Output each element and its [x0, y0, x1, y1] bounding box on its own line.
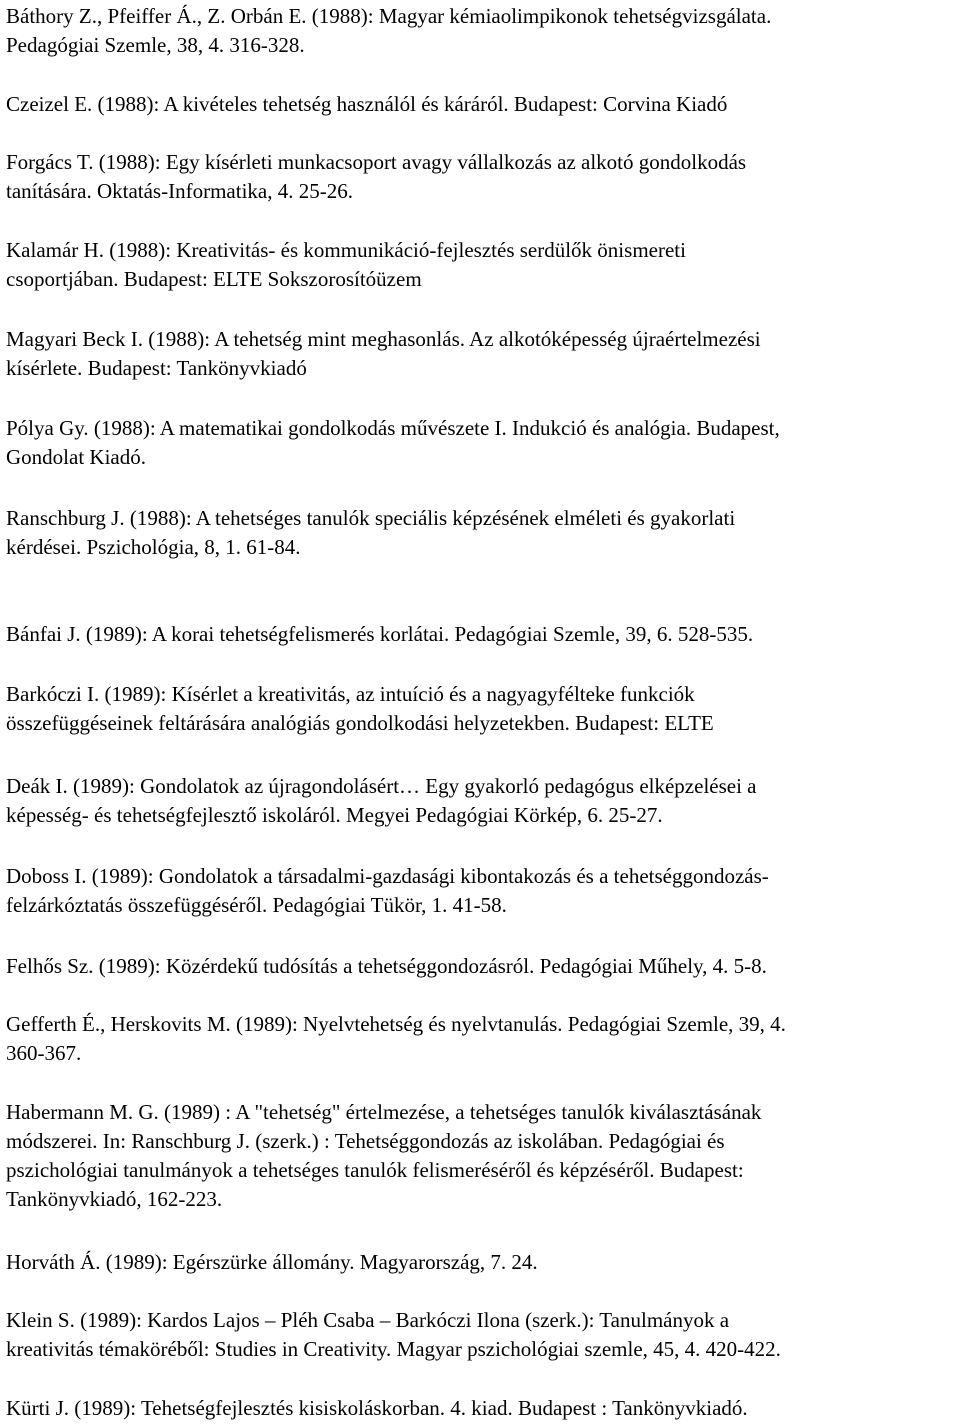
reference-line: Horváth Á. (1989): Egérszürke állomány. Magyarország, 7. 24. — [6, 1250, 538, 1274]
reference-line: Czeizel E. (1988): A kivételes tehetség használól és káráról. Budapest: Corvina Kiadó — [6, 92, 728, 116]
reference-entry — [6, 90, 727, 119]
reference-line: Habermann M. G. (1989) : A "tehetség" értelmezése, a tehetséges tanulók kiválasztásának — [6, 1100, 762, 1124]
reference-line: Felhős Sz. (1989): Közérdekű tudósítás a tehetséggondozásról. Pedagógiai Műhely, 4. 5-8. — [6, 954, 767, 978]
reference-line: Tankönyvkiadó, 162-223. — [6, 1187, 223, 1211]
reference-line: kreativitás témaköréből: Studies in Creativity. Magyar pszichológiai szemle, 45, 4. 420-422. — [6, 1337, 781, 1361]
reference-line: Bánfai J. (1989): A korai tehetségfelismerés korlátai. Pedagógiai Szemle, 39, 6. 528-535. — [6, 622, 754, 646]
reference-entry — [6, 952, 767, 981]
reference-line: Gefferth É., Herskovits M. (1989): Nyelvtehetség és nyelvtanulás. Pedagógiai Szemle, 39, 4. — [6, 1012, 786, 1036]
reference-line: Gondolat Kiadó. — [6, 445, 146, 469]
reference-entry — [6, 1010, 786, 1068]
reference-entry — [6, 148, 746, 206]
reference-entry — [6, 325, 761, 383]
reference-entry — [6, 1394, 748, 1423]
reference-line: Deák I. (1989): Gondolatok az újragondolásért… Egy gyakorló pedagógus elképzelései a — [6, 774, 757, 798]
reference-entry — [6, 862, 769, 920]
reference-line: összefüggéseinek feltárására analógiás gondolkodási helyzetekben. Budapest: ELTE — [6, 711, 714, 735]
reference-line: csoportjában. Budapest: ELTE Sokszorosítóüzem — [6, 267, 422, 291]
reference-line: Doboss I. (1989): Gondolatok a társadalmi-gazdasági kibontakozás és a tehetséggondozás- — [6, 864, 769, 888]
reference-line: Báthory Z., Pfeiffer Á., Z. Orbán E. (1988): Magyar kémiaolimpikonok tehetségvizsgálata. — [6, 4, 772, 28]
reference-entry — [6, 620, 753, 649]
reference-line: Ranschburg J. (1988): A tehetséges tanulók speciális képzésének elméleti és gyakorlati — [6, 506, 736, 530]
reference-line: felzárkóztatás összefüggéséről. Pedagógiai Tükör, 1. 41-58. — [6, 893, 507, 917]
reference-entry — [6, 414, 780, 472]
reference-line: kérdései. Pszichológia, 8, 1. 61-84. — [6, 535, 301, 559]
reference-entry — [6, 504, 735, 562]
reference-line: 360-367. — [6, 1041, 82, 1065]
reference-line: Forgács T. (1988): Egy kísérleti munkacsoport avagy vállalkozás az alkotó gondolkodás — [6, 150, 747, 174]
reference-entry — [6, 772, 757, 830]
reference-line: Magyari Beck I. (1988): A tehetség mint meghasonlás. Az alkotóképesség újraértelmezési — [6, 327, 761, 351]
reference-line: tanítására. Oktatás-Informatika, 4. 25-26. — [6, 179, 353, 203]
reference-entry — [6, 236, 686, 294]
reference-entry — [6, 1248, 538, 1277]
reference-line: kísérlete. Budapest: Tankönyvkiadó — [6, 356, 307, 380]
reference-line: Pedagógiai Szemle, 38, 4. 316-328. — [6, 33, 305, 57]
reference-line: Kalamár H. (1988): Kreativitás- és kommunikáció-fejlesztés serdülők önismereti — [6, 238, 686, 262]
reference-entry — [6, 2, 771, 60]
reference-entry — [6, 1306, 781, 1364]
reference-entry — [6, 680, 714, 738]
reference-line: Barkóczi I. (1989): Kísérlet a kreativitás, az intuíció és a nagyagyfélteke funkciók — [6, 682, 695, 706]
reference-entry — [6, 1098, 761, 1214]
reference-line: Klein S. (1989): Kardos Lajos – Pléh Csaba – Barkóczi Ilona (szerk.): Tanulmányok a — [6, 1308, 730, 1332]
reference-line: Pólya Gy. (1988): A matematikai gondolkodás művészete I. Indukció és analógia. Budapest, — [6, 416, 780, 440]
reference-line: módszerei. In: Ranschburg J. (szerk.) : Tehetséggondozás az iskolában. Pedagógiai és — [6, 1129, 725, 1153]
reference-line: pszichológiai tanulmányok a tehetséges tanulók felismeréséről és képzéséről. Budapest: — [6, 1158, 744, 1182]
reference-line: Kürti J. (1989): Tehetségfejlesztés kisiskoláskorban. 4. kiad. Budapest : Tankönyvkiadó. — [6, 1396, 748, 1420]
reference-line: képesség- és tehetségfejlesztő iskoláról. Megyei Pedagógiai Körkép, 6. 25-27. — [6, 803, 663, 827]
